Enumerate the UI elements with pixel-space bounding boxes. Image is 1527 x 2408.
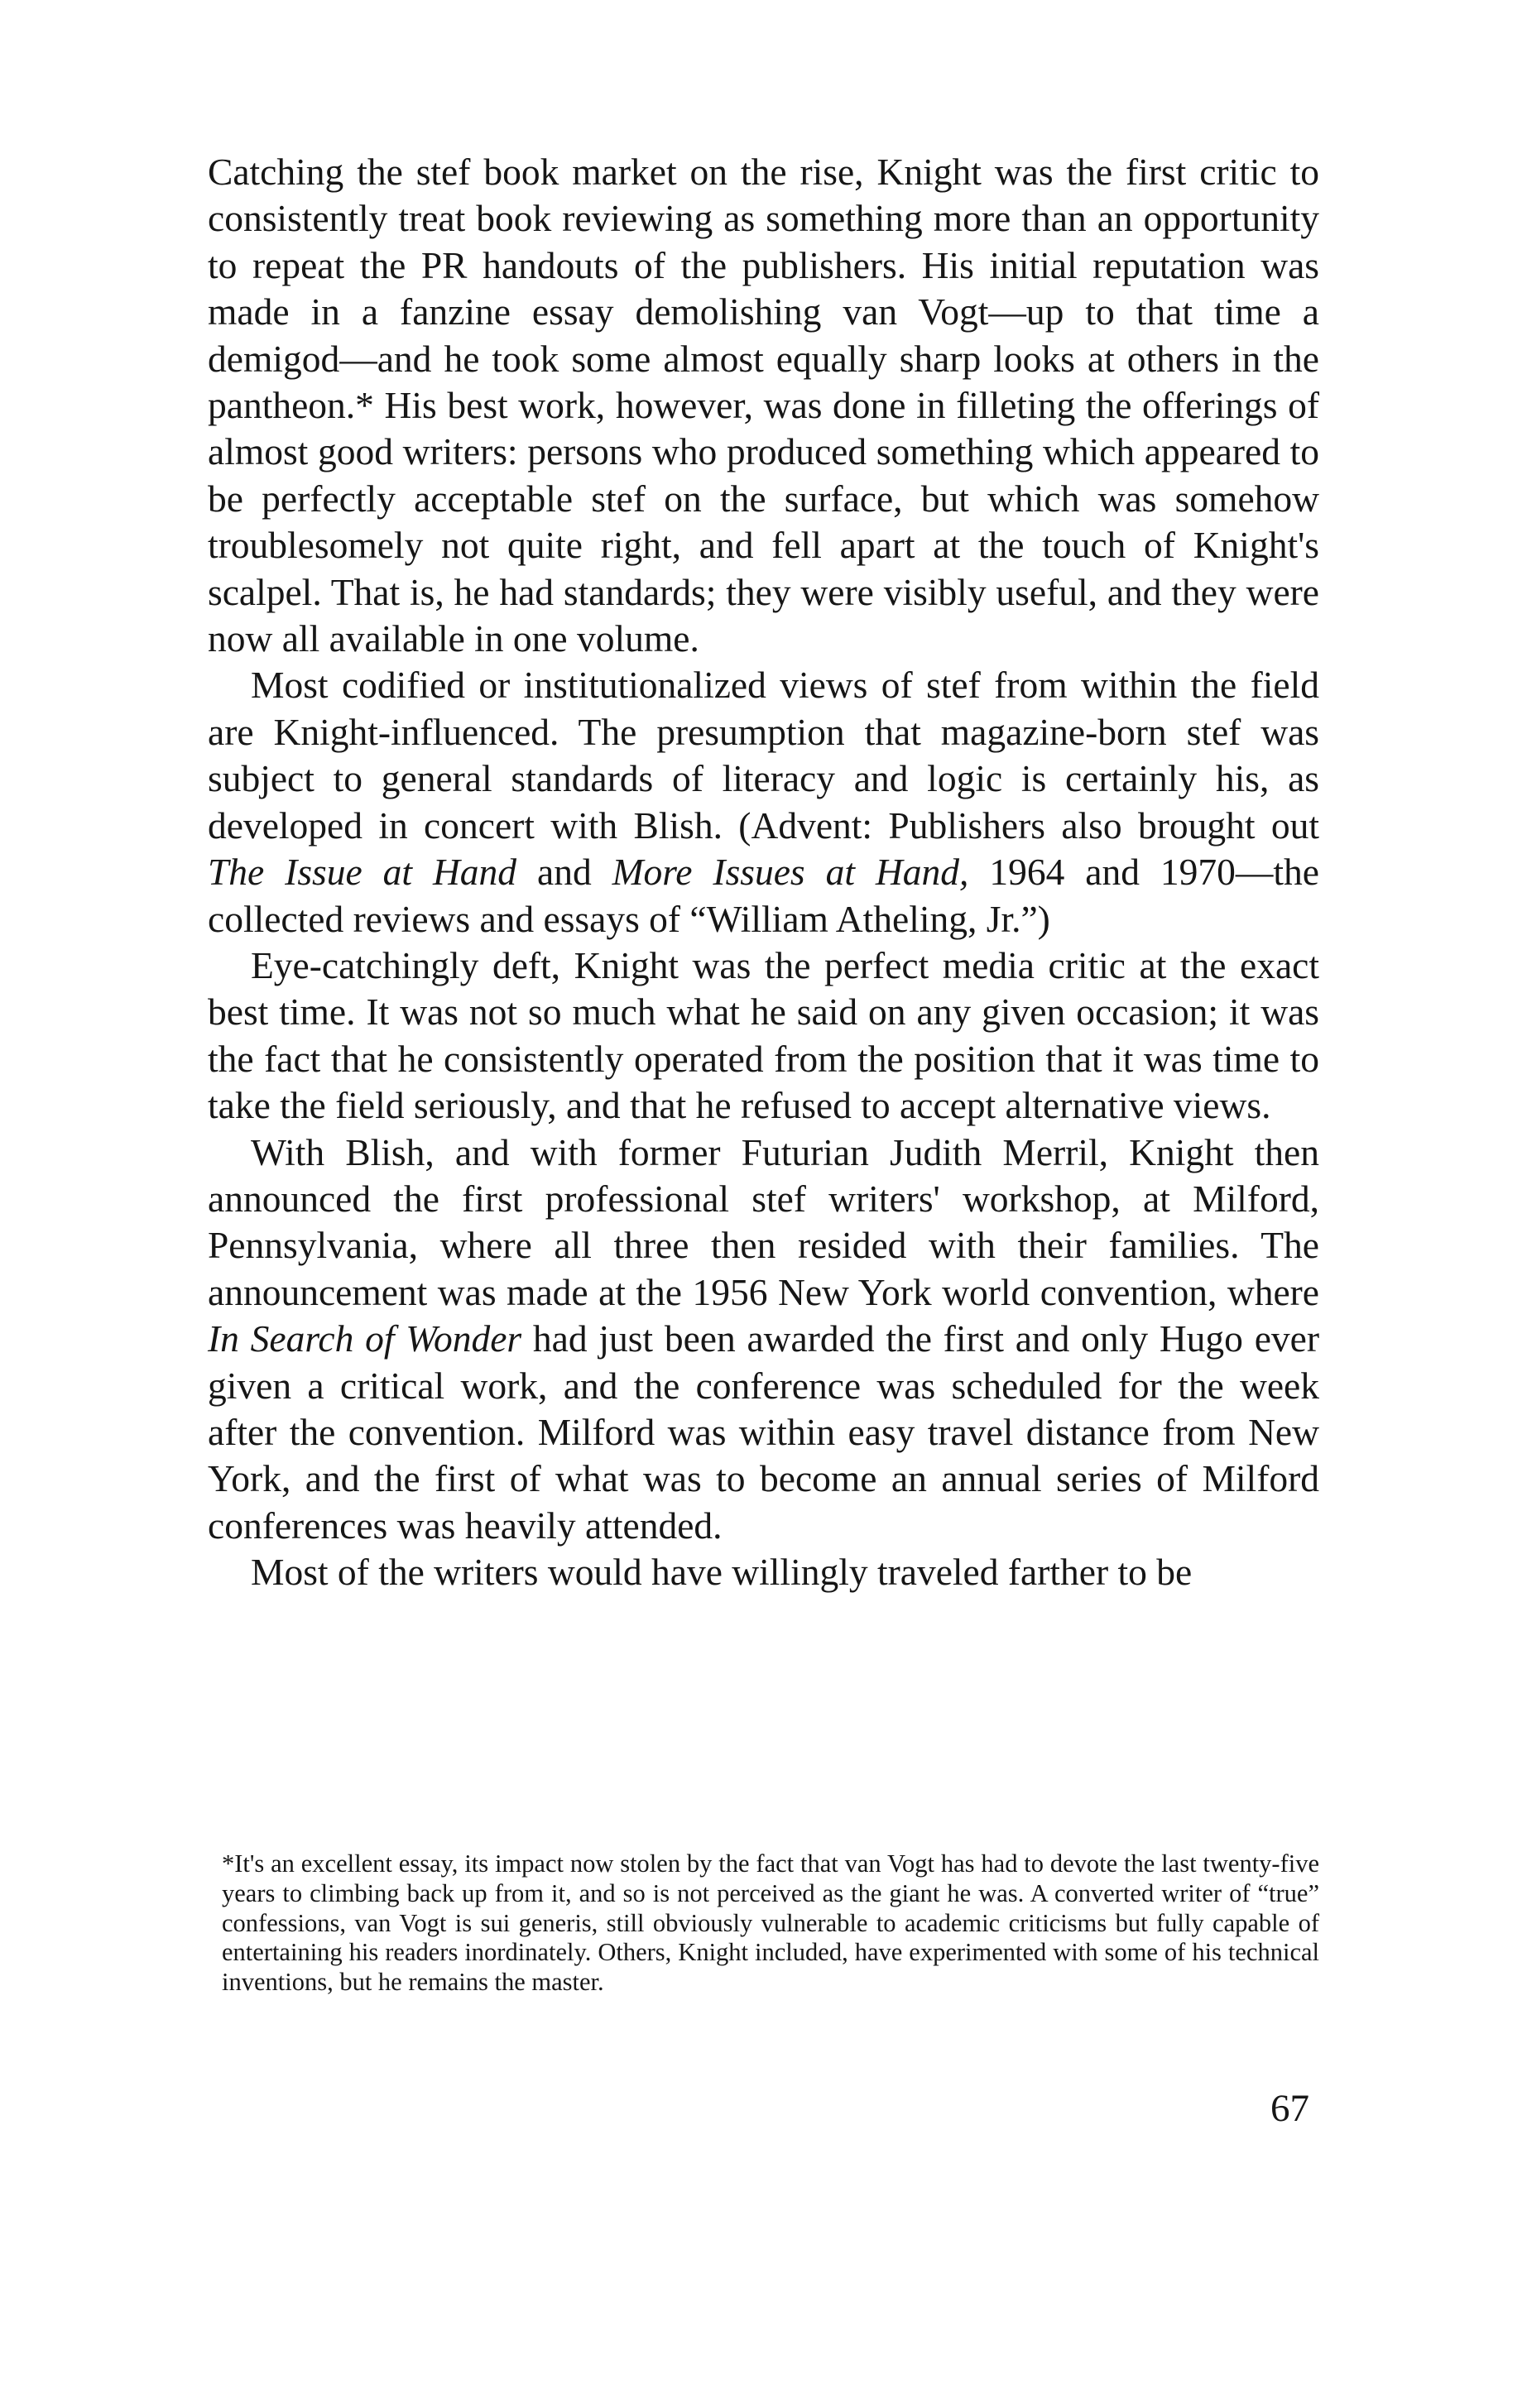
paragraph-milford-workshop	[208, 1130, 1319, 1550]
footnote: *It's an excellent essay, its impact now stolen by the fact that van Vogt has had to devote the last twenty-five years to climbing back up from it, and so is not perceived as the giant he was. A converted writer of “true” confessions, van Vogt is sui generis, still obviously vulnerable to academic criticisms but fully capable of entertaining his readers inordinately. Others, Knight included, have experimented with some of his technical inventions, but he remains the master.	[222, 1849, 1319, 1997]
book-title-in-search-of-wonder: In Search of Wonder	[208, 1317, 522, 1360]
paragraph-text: Most codified or institutionalized views of stef from within the field are Knight-influenced. The presumption that magazine-born stef was subject to general standards of literacy and logic is certainly his, as developed in concert with Blish. (Advent: Publishers also brought out	[208, 664, 1319, 847]
paragraph-text: 1964 and 1970—the collected reviews and essays of “William Atheling, Jr.”)	[208, 851, 1319, 940]
paragraph-knight-criticism	[208, 149, 1319, 662]
paragraph-text: Most of the writers would have willingly traveled farther to be	[251, 1551, 1193, 1594]
body-text	[208, 149, 1319, 1596]
page-number: 67	[1270, 2087, 1309, 2130]
paragraph-text: and	[516, 851, 612, 894]
book-title-more-issues-at-hand: More Issues at Hand,	[612, 851, 969, 894]
paragraph-writers-traveled	[208, 1549, 1319, 1595]
paragraph-text: had just been awarded the first and only Hugo ever given a critical work, and the conference was scheduled for the week after the convention. Milford was within easy travel distance from New York, and the first of what was to become an annual series of Milford conferences was heavily attended.	[208, 1317, 1319, 1547]
paragraph-text: Catching the stef book market on the rise, Knight was the first critic to consistently treat book reviewing as something more than an opportunity to repeat the PR handouts of the publishers. His initial reputation was made in a fanzine essay demolishing van Vogt—up to that time a demigod—and he took some almost equally sharp looks at others in the pantheon.* His best work, however, was done in filleting the offerings of almost good writers: persons who produced something which appeared to be perfectly acceptable stef on the surface, but which was somehow troublesomely not quite right, and fell apart at the touch of Knight's scalpel. That is, he had standards; they were visibly useful, and they were now all available in one volume.	[208, 151, 1319, 660]
paragraph-text: With Blish, and with former Futurian Judith Merril, Knight then announced the first professional stef writers' workshop, at Milford, Pennsylvania, where all three then resided with their families. The announcement was made at the 1956 New York world convention, where	[208, 1130, 1319, 1313]
paragraph-codified-views	[208, 662, 1319, 942]
paragraph-text: Eye-catchingly deft, Knight was the perfect media critic at the exact best time. It was not so much what he said on any given occasion; it was the fact that he consistently operated from the position that it was time to take the field seriously, and that he refused to accept alternative views.	[208, 943, 1319, 1127]
book-title-issue-at-hand: The Issue at Hand	[208, 851, 517, 894]
paragraph-media-critic	[208, 943, 1319, 1130]
